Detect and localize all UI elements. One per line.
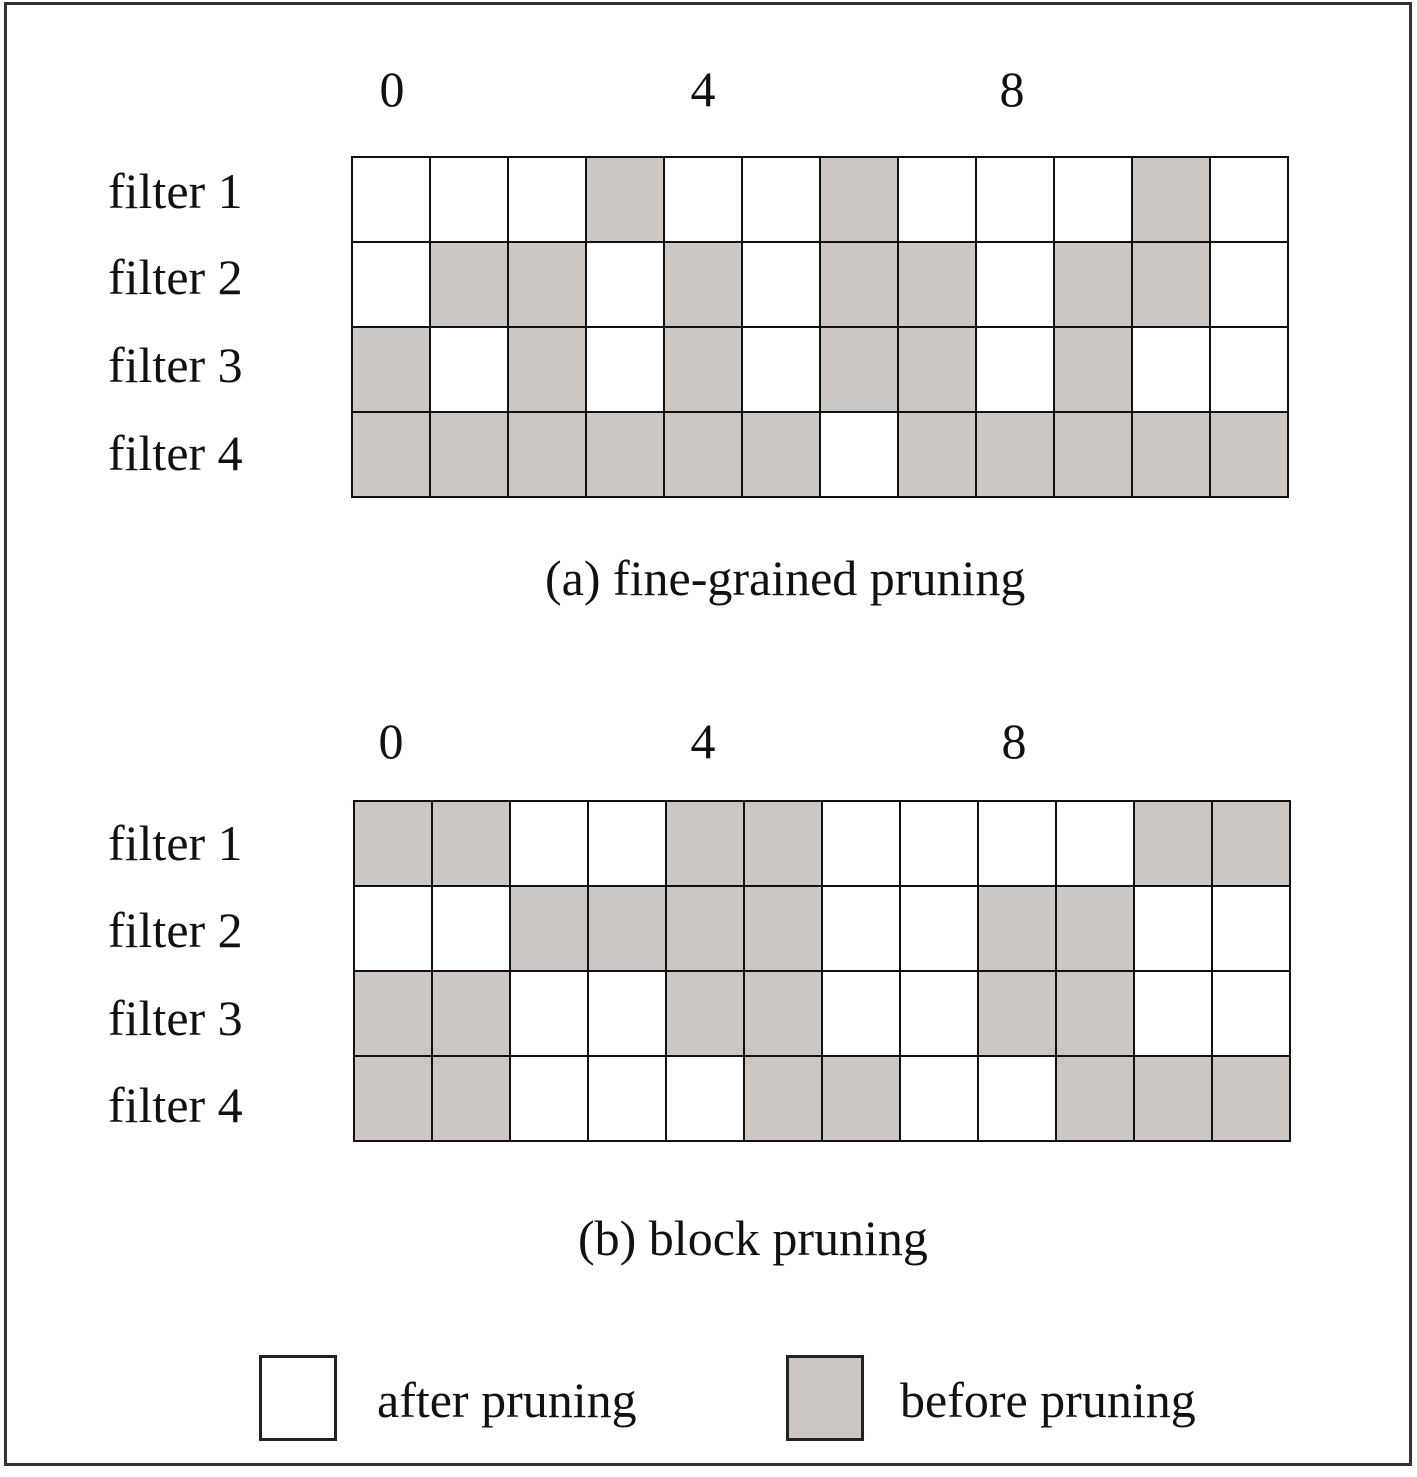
cell-after-pruning [900, 1056, 978, 1141]
cell-before-pruning [744, 801, 822, 886]
cell-before-pruning [586, 157, 664, 242]
cell-after-pruning [978, 801, 1056, 886]
cell-before-pruning [978, 886, 1056, 971]
cell-before-pruning [664, 412, 742, 497]
cell-after-pruning [976, 157, 1054, 242]
cell-before-pruning [1054, 327, 1132, 412]
cell-after-pruning [666, 1056, 744, 1141]
row-label: filter 1 [108, 815, 243, 871]
cell-before-pruning [510, 886, 588, 971]
cell-before-pruning [430, 412, 508, 497]
cell-before-pruning [588, 886, 666, 971]
cell-before-pruning [352, 412, 430, 497]
cell-before-pruning [742, 412, 820, 497]
cell-after-pruning [820, 412, 898, 497]
cell-before-pruning [1054, 242, 1132, 327]
cell-before-pruning [352, 327, 430, 412]
cell-after-pruning [976, 327, 1054, 412]
row-label: filter 4 [108, 1077, 243, 1133]
cell-after-pruning [1212, 971, 1290, 1056]
cell-after-pruning [510, 1056, 588, 1141]
cell-before-pruning [666, 801, 744, 886]
cell-after-pruning [822, 886, 900, 971]
cell-after-pruning [1054, 157, 1132, 242]
cell-before-pruning [432, 801, 510, 886]
cell-before-pruning [354, 1056, 432, 1141]
cell-after-pruning [430, 327, 508, 412]
cell-after-pruning [1210, 157, 1288, 242]
cell-after-pruning [432, 886, 510, 971]
cell-after-pruning [588, 1056, 666, 1141]
cell-after-pruning [900, 971, 978, 1056]
cell-before-pruning [1212, 1056, 1290, 1141]
cell-before-pruning [978, 971, 1056, 1056]
cell-after-pruning [1132, 327, 1210, 412]
cell-before-pruning [976, 412, 1054, 497]
cell-after-pruning [742, 327, 820, 412]
cell-before-pruning [508, 327, 586, 412]
cell-before-pruning [664, 327, 742, 412]
cell-before-pruning [508, 412, 586, 497]
cell-before-pruning [666, 971, 744, 1056]
cell-before-pruning [354, 971, 432, 1056]
pruning-grid-block [353, 800, 1291, 1142]
cell-before-pruning [1132, 157, 1210, 242]
cell-before-pruning [898, 327, 976, 412]
cell-before-pruning [1056, 971, 1134, 1056]
row-label: filter 2 [108, 249, 243, 305]
cell-before-pruning [744, 886, 822, 971]
cell-before-pruning [1134, 1056, 1212, 1141]
cell-after-pruning [430, 157, 508, 242]
cell-after-pruning [900, 801, 978, 886]
cell-after-pruning [510, 801, 588, 886]
cell-before-pruning [666, 886, 744, 971]
cell-before-pruning [820, 242, 898, 327]
cell-before-pruning [432, 971, 510, 1056]
tick-label: 8 [999, 61, 1025, 117]
cell-before-pruning [508, 242, 586, 327]
cell-after-pruning [510, 971, 588, 1056]
cell-after-pruning [352, 242, 430, 327]
cell-before-pruning [822, 1056, 900, 1141]
legend-swatch-after [259, 1355, 337, 1441]
cell-before-pruning [820, 157, 898, 242]
legend-swatch-before [786, 1355, 864, 1441]
cell-before-pruning [1054, 412, 1132, 497]
cell-after-pruning [352, 157, 430, 242]
cell-after-pruning [742, 242, 820, 327]
cell-before-pruning [430, 242, 508, 327]
row-label: filter 3 [108, 337, 243, 393]
cell-before-pruning [1056, 886, 1134, 971]
cell-after-pruning [354, 886, 432, 971]
cell-after-pruning [588, 801, 666, 886]
cell-after-pruning [1134, 886, 1212, 971]
cell-after-pruning [586, 242, 664, 327]
cell-before-pruning [1132, 242, 1210, 327]
cell-after-pruning [588, 971, 666, 1056]
legend-label-before: before pruning [900, 1372, 1196, 1428]
cell-before-pruning [354, 801, 432, 886]
row-label: filter 2 [108, 902, 243, 958]
cell-after-pruning [898, 157, 976, 242]
cell-before-pruning [1132, 412, 1210, 497]
pruning-grid-fine-grained [351, 156, 1289, 498]
cell-after-pruning [822, 971, 900, 1056]
cell-before-pruning [664, 242, 742, 327]
cell-after-pruning [1212, 886, 1290, 971]
cell-after-pruning [976, 242, 1054, 327]
cell-after-pruning [900, 886, 978, 971]
row-label: filter 1 [108, 163, 243, 219]
tick-label: 8 [1001, 713, 1027, 769]
panel-caption: (a) fine-grained pruning [545, 550, 1026, 606]
cell-after-pruning [1056, 801, 1134, 886]
cell-after-pruning [742, 157, 820, 242]
cell-before-pruning [1134, 801, 1212, 886]
cell-after-pruning [822, 801, 900, 886]
cell-before-pruning [744, 971, 822, 1056]
cell-after-pruning [1210, 242, 1288, 327]
cell-after-pruning [978, 1056, 1056, 1141]
cell-after-pruning [586, 327, 664, 412]
legend-label-after: after pruning [377, 1372, 637, 1428]
row-label: filter 3 [108, 990, 243, 1046]
cell-before-pruning [1212, 801, 1290, 886]
cell-before-pruning [820, 327, 898, 412]
tick-label: 0 [379, 61, 405, 117]
cell-before-pruning [898, 412, 976, 497]
cell-before-pruning [432, 1056, 510, 1141]
cell-after-pruning [508, 157, 586, 242]
cell-after-pruning [1134, 971, 1212, 1056]
row-label: filter 4 [108, 425, 243, 481]
tick-label: 4 [690, 713, 716, 769]
tick-label: 0 [378, 713, 404, 769]
cell-before-pruning [744, 1056, 822, 1141]
cell-after-pruning [664, 157, 742, 242]
cell-before-pruning [1210, 412, 1288, 497]
cell-before-pruning [586, 412, 664, 497]
panel-caption: (b) block pruning [578, 1210, 928, 1266]
cell-after-pruning [1210, 327, 1288, 412]
cell-before-pruning [1056, 1056, 1134, 1141]
cell-before-pruning [898, 242, 976, 327]
tick-label: 4 [690, 61, 716, 117]
